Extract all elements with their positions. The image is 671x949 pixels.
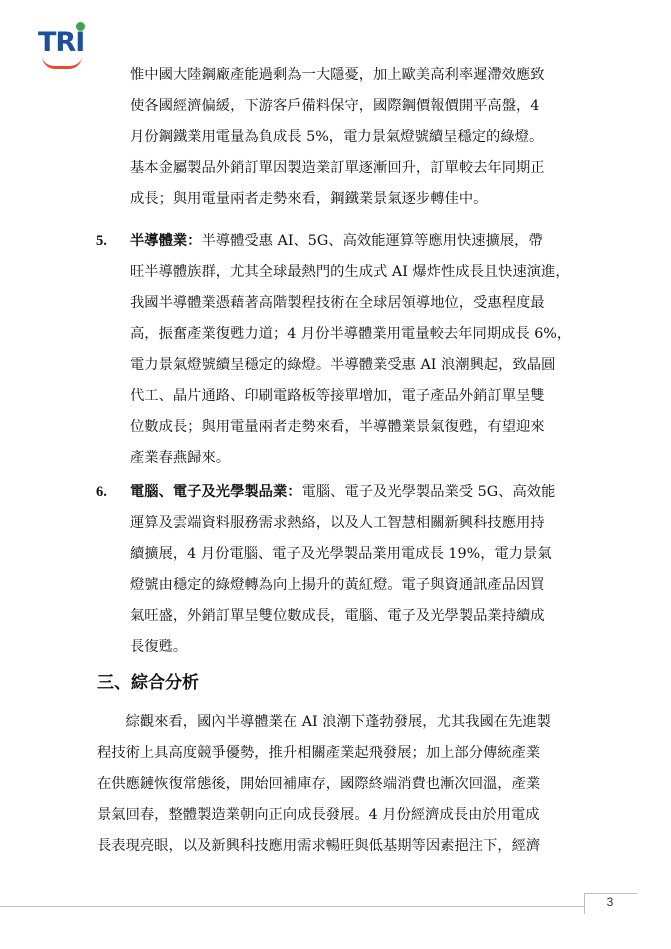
text-line: 續擴展，4 月份電腦、電子及光學製品業用電成長 19%，電力景氣 — [130, 546, 552, 562]
text-line: 旺半導體族群，尤其全球最熱門的生成式 AI 爆炸性成長且快速演進， — [130, 264, 570, 280]
first-line — [130, 477, 595, 508]
text-run: 電腦、電子及光學製品業受 5G、高效能 — [301, 484, 556, 500]
text-line: 電力景氣燈號續呈穩定的綠燈。半導體業受惠 AI 浪潮興起，致晶圓 — [130, 357, 556, 373]
item-number-5: 5. — [96, 233, 107, 249]
page-number: 3 — [606, 895, 614, 909]
text-line: 氣旺盛，外銷訂單呈雙位數成長，電腦、電子及光學製品業持續成 — [130, 608, 545, 624]
paragraph-steel — [130, 60, 595, 215]
text-line: 運算及雲端資料服務需求熱絡，以及人工智慧相關新興科技應用持 — [130, 515, 545, 531]
text-line: 惟中國大陸鋼廠產能過剩為一大隱憂，加上歐美高利率遲滯效應致 — [130, 67, 545, 83]
text-line: 長表現亮眼，以及新興科技應用需求暢旺與低基期等因素挹注下，經濟 — [97, 838, 541, 854]
text-line: 使各國經濟偏緩，下游客戶備料保守，國際鋼價報價開平高盤，4 — [130, 98, 540, 114]
text-line: 基本金屬製品外銷訂單因製造業訂單逐漸回升，訂單較去年同期正 — [130, 160, 545, 176]
paragraph-semiconductor — [130, 226, 595, 474]
section-title: 三、綜合分析 — [97, 673, 199, 693]
text-line: 位數成長；與用電量兩者走勢來看，半導體業景氣復甦，有望迎來 — [130, 419, 545, 435]
paragraph-electronics — [130, 477, 595, 663]
tri-logo — [38, 22, 90, 68]
first-line — [130, 226, 595, 257]
text-line: 代工、晶片通路、印刷電路板等接單增加，電子產品外銷訂單呈雙 — [130, 388, 545, 404]
paragraph-summary — [97, 707, 595, 862]
text-line: 成長；與用電量兩者走勢來看，鋼鐵業景氣逐步轉佳中。 — [130, 191, 488, 207]
text-line: 產業春燕歸來。 — [130, 450, 231, 466]
logo-smile-mark — [42, 56, 82, 69]
text-line: 月份鋼鐵業用電量為負成長 5%，電力景氣燈號續呈穩定的綠燈。 — [130, 129, 544, 145]
item-lead: 半導體業： — [130, 233, 202, 249]
text-line: 我國半導體業憑藉著高階製程技術在全球居領導地位，受惠程度最 — [130, 295, 545, 311]
footer-rule — [0, 906, 584, 907]
text-line: 燈號由穩定的綠燈轉為向上揚升的黃紅燈。電子與資通訊產品因買 — [130, 577, 545, 593]
logo-text: TRI — [38, 27, 85, 58]
text-line: 程技術上具高度競爭優勢，推升相關產業起飛發展；加上部分傳統產業 — [97, 745, 541, 761]
text-line: 長復甦。 — [130, 639, 188, 655]
text-line: 綜觀來看，國內半導體業在 AI 浪潮下蓬勃發展，尤其我國在先進製 — [97, 714, 551, 730]
item-lead: 電腦、電子及光學製品業： — [130, 484, 302, 500]
item-number-6: 6. — [96, 484, 107, 500]
text-run: 半導體受惠 AI、5G、高效能運算等應用快速擴展，帶 — [201, 233, 543, 249]
text-line: 在供應鏈恢復常態後，開始回補庫存，國際終端消費也漸次回溫，產業 — [97, 776, 541, 792]
text-line: 高，振奮產業復甦力道；4 月份半導體業用電量較去年同期成長 6%， — [130, 326, 572, 342]
text-line: 景氣回春，整體製造業朝向正向成長發展。4 月份經濟成長由於用電成 — [97, 807, 540, 823]
